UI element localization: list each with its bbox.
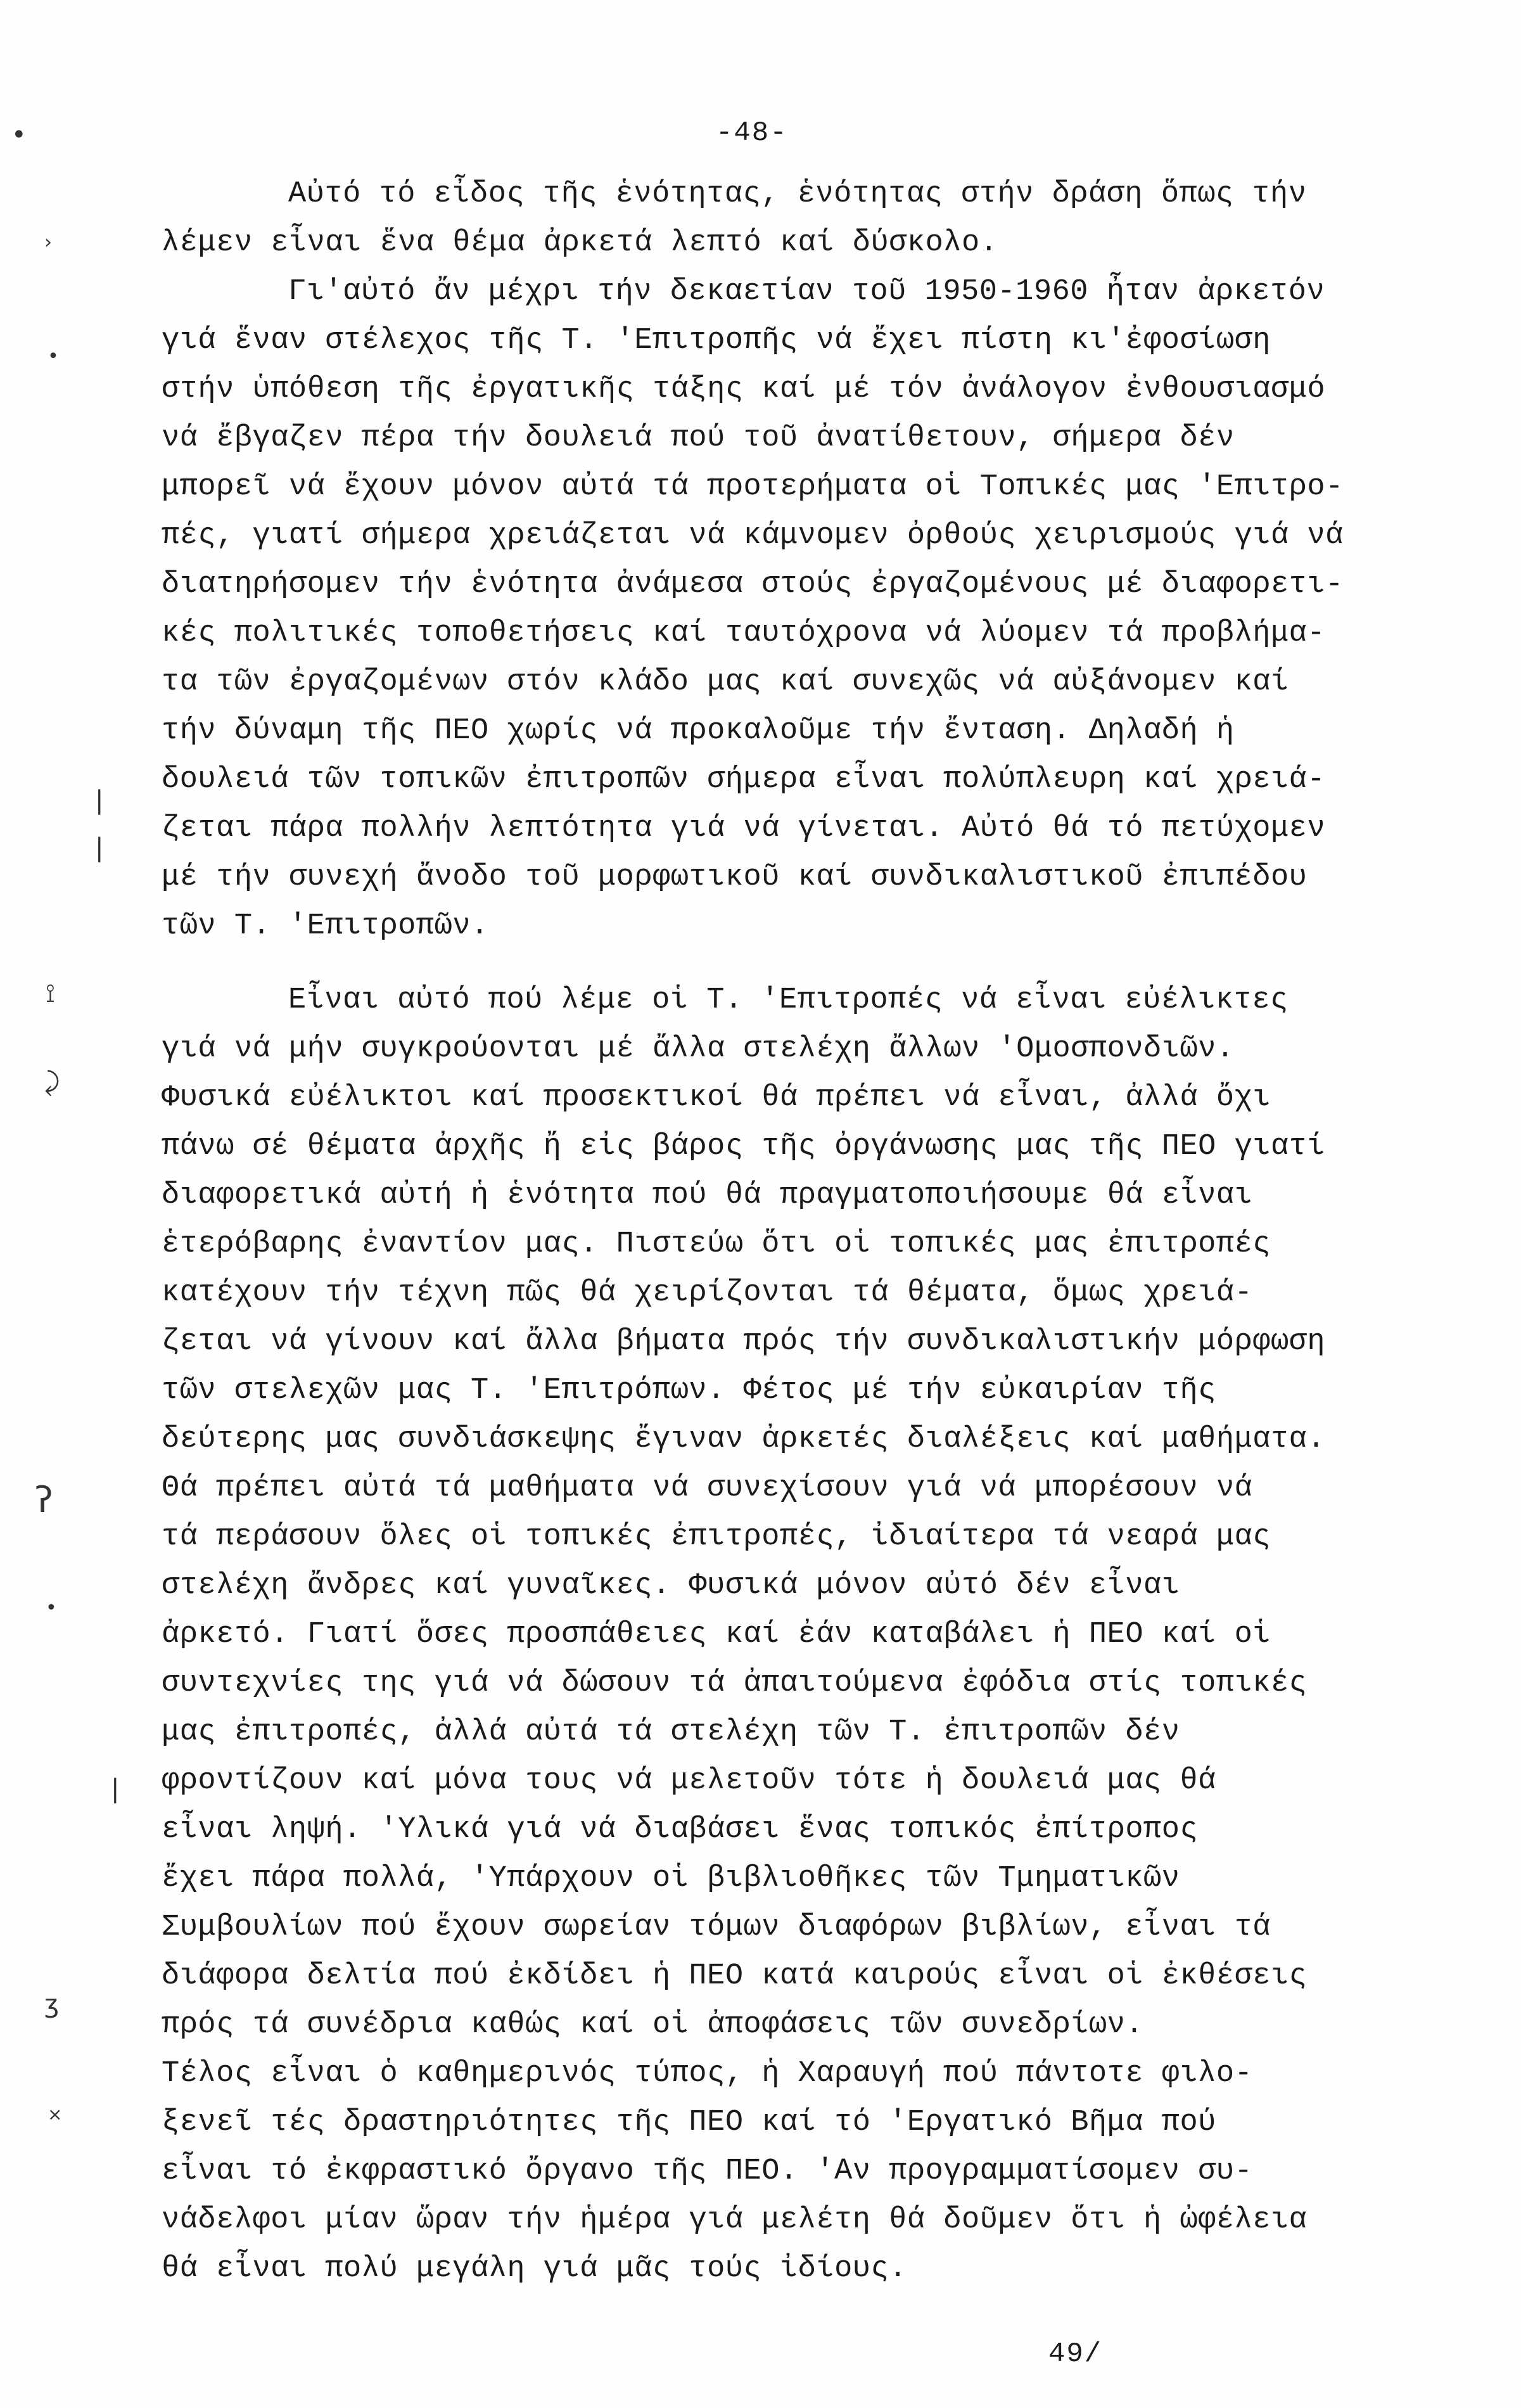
text-line: πρός τά συνέδρια καθώς καί οἱ ἀποφάσεις τῶν συνεδρίων.: [162, 2008, 1144, 2042]
text-line: τῶν Τ. 'Επιτροπῶν.: [162, 909, 489, 943]
margin-tick-mark: |: [95, 833, 104, 862]
text-line: ζεται νά γίνουν καί ἄλλα βήματα πρός τήν συνδικαλιστικήν μόρφωση: [162, 1325, 1326, 1359]
margin-tick-mark: |: [111, 1774, 120, 1803]
text-line: διάφορα δελτία πού ἐκδίδει ἡ ΠΕΟ κατά καιρούς εἶναι οἱ ἐκθέσεις: [162, 1959, 1308, 1993]
text-line: Τέλος εἶναι ὁ καθημερινός τύπος, ἡ Χαραυγή πού πάντοτε φιλο-: [162, 2057, 1253, 2091]
margin-dot-mark: •: [11, 120, 27, 150]
continuation-marker: 49/: [1048, 2338, 1103, 2370]
text-line: δουλειά τῶν τοπικῶν ἐπιτροπῶν σήμερα εἶναι πολύπλευρη καί χρειά-: [162, 763, 1326, 797]
margin-squiggle-mark: ʒ: [44, 1990, 60, 2019]
margin-squiggle-mark: ⟟: [46, 979, 55, 1008]
text-line: μας ἐπιτροπές, ἀλλά αὐτά τά στελέχη τῶν Τ. ἐπιτροπῶν δέν: [162, 1715, 1180, 1749]
text-line: δεύτερης μας συνδιάσκεψης ἔγιναν ἀρκετές διαλέξεις καί μαθήματα.: [162, 1423, 1326, 1456]
text-line: εἶναι ληψή. 'Υλικά γιά νά διαβάσει ἕνας τοπικός ἐπίτροπος: [162, 1813, 1199, 1847]
margin-dot-mark: •: [46, 1597, 57, 1619]
text-line: ἔχει πάρα πολλά, 'Υπάρχουν οἱ βιβλιοθῆκες τῶν Τμηματικῶν: [162, 1862, 1180, 1895]
text-line: τά περάσουν ὅλες οἱ τοπικές ἐπιτροπές, ἰδιαίτερα τά νεαρά μας: [162, 1520, 1271, 1554]
text-line: κές πολιτικές τοποθετήσεις καί ταυτόχρονα νά λύομεν τά προβλήμα-: [162, 617, 1326, 650]
text-line: ξενεῖ τές δραστηριότητες τῆς ΠΕΟ καί τό 'Εργατικό Βῆμα πού: [162, 2106, 1216, 2139]
margin-tick-mark: |: [95, 786, 104, 815]
text-line: Συμβουλίων πού ἔχουν σωρείαν τόμων διαφόρων βιβλίων, εἶναι τά: [162, 1911, 1271, 1944]
page-number: -48-: [716, 117, 788, 149]
text-line: ἀρκετό. Γιατί ὅσες προσπάθειες καί ἐάν καταβάλει ἡ ΠΕΟ καί οἱ: [162, 1618, 1271, 1651]
text-line: στήν ὑπόθεση τῆς ἐργατικῆς τάξης καί μέ τόν ἀνάλογον ἐνθουσιασμό: [162, 373, 1326, 406]
margin-squiggle-mark: ⤸: [44, 1068, 60, 1097]
text-line: μέ τήν συνεχή ἄνοδο τοῦ μορφωτικοῦ καί συνδικαλιστικοῦ ἐπιπέδου: [162, 861, 1308, 894]
margin-dot-mark: ×: [48, 2104, 63, 2125]
text-line: γιά νά μήν συγκρούονται μέ ἄλλα στελέχη ἄλλων 'Ομοσπονδιῶν.: [162, 1032, 1235, 1066]
text-line: πές, γιατί σήμερα χρειάζεται νά κάμνομεν ὀρθούς χειρισμούς γιά νά: [162, 519, 1344, 553]
text-line: στελέχη ἄνδρες καί γυναῖκες. Φυσικά μόνον αὐτό δέν εἶναι: [162, 1569, 1180, 1603]
body-text: [162, 170, 1403, 2293]
text-line: ἑτερόβαρης ἐναντίον μας. Πιστεύω ὅτι οἱ τοπικές μας ἐπιτροπές: [162, 1227, 1271, 1261]
text-line: τα τῶν ἐργαζομένων στόν κλάδο μας καί συνεχῶς νά αὐξάνομεν καί: [162, 665, 1289, 699]
margin-squiggle-mark: ʔ: [35, 1480, 53, 1521]
text-line: θά εἶναι πολύ μεγάλη γιά μᾶς τούς ἰδίους.: [162, 2252, 907, 2286]
text-line: γιά ἕναν στέλεχος τῆς Τ. 'Επιτροπῆς νά ἔχει πίστη κι'ἐφοσίωση: [162, 324, 1271, 357]
text-line: Γι'αὐτό ἄν μέχρι τήν δεκαετίαν τοῦ 1950-1960 ἦταν ἀρκετόν: [288, 275, 1325, 309]
paragraph-gap: [162, 951, 1403, 976]
text-line: νάδελφοι μίαν ὥραν τήν ἡμέρα γιά μελέτη θά δοῦμεν ὅτι ἡ ὠφέλεια: [162, 2203, 1308, 2237]
text-line: Αὐτό τό εἶδος τῆς ἑνότητας, ἑνότητας στήν δράση ὅπως τήν: [288, 177, 1307, 211]
text-line: διατηρήσομεν τήν ἑνότητα ἀνάμεσα στούς ἐργαζομένους μέ διαφορετι-: [162, 568, 1344, 601]
text-line: τῶν στελεχῶν μας Τ. 'Επιτρόπων. Φέτος μέ τήν εὐκαιρίαν τῆς: [162, 1374, 1216, 1407]
text-line: μπορεῖ νά ἔχουν μόνον αὐτά τά προτερήματα οἱ Τοπικές μας 'Επιτρο-: [162, 470, 1344, 504]
text-line: κατέχουν τήν τέχνη πῶς θά χειρίζονται τά θέματα, ὅμως χρειά-: [162, 1276, 1253, 1310]
text-line: ζεται πάρα πολλήν λεπτότητα γιά νά γίνεται. Αὐτό θά τό πετύχομεν: [162, 812, 1326, 845]
text-line: λέμεν εἶναι ἕνα θέμα ἀρκετά λεπτό καί δύσκολο.: [162, 226, 998, 260]
text-line: Θά πρέπει αὐτά τά μαθήματα νά συνεχίσουν γιά νά μπορέσουν νά: [162, 1471, 1253, 1505]
text-line: τήν δύναμη τῆς ΠΕΟ χωρίς νά προκαλοῦμε τήν ἔνταση. Δηλαδή ἡ: [162, 714, 1235, 748]
text-line: νά ἔβγαζεν πέρα τήν δουλειά πού τοῦ ἀνατίθετουν, σήμερα δέν: [162, 421, 1235, 455]
text-line: Φυσικά εὐέλικτοι καί προσεκτικοί θά πρέπει νά εἶναι, ἀλλά ὄχι: [162, 1081, 1271, 1115]
text-line: διαφορετικά αὐτή ἡ ἑνότητα πού θά πραγματοποιήσουμε θά εἶναι: [162, 1179, 1253, 1212]
text-line: Εἶναι αὐτό πού λέμε οἱ Τ. 'Επιτροπές νά εἶναι εὐέλικτες: [288, 983, 1289, 1017]
text-line: πάνω σέ θέματα ἀρχῆς ἤ εἰς βάρος τῆς ὀργάνωσης μας τῆς ΠΕΟ γιατί: [162, 1130, 1326, 1163]
text-line: φροντίζουν καί μόνα τους νά μελετοῦν τότε ἡ δουλειά μας θά: [162, 1764, 1216, 1798]
margin-dot-mark: •: [48, 345, 59, 368]
text-line: εἶναι τό ἐκφραστικό ὄργανο τῆς ΠΕΟ. 'Αν προγραμματίσομεν συ-: [162, 2155, 1253, 2188]
margin-arrow-mark: ›: [44, 231, 52, 253]
text-line: συντεχνίες της γιά νά δώσουν τά ἀπαιτούμενα ἐφόδια στίς τοπικές: [162, 1667, 1308, 1700]
